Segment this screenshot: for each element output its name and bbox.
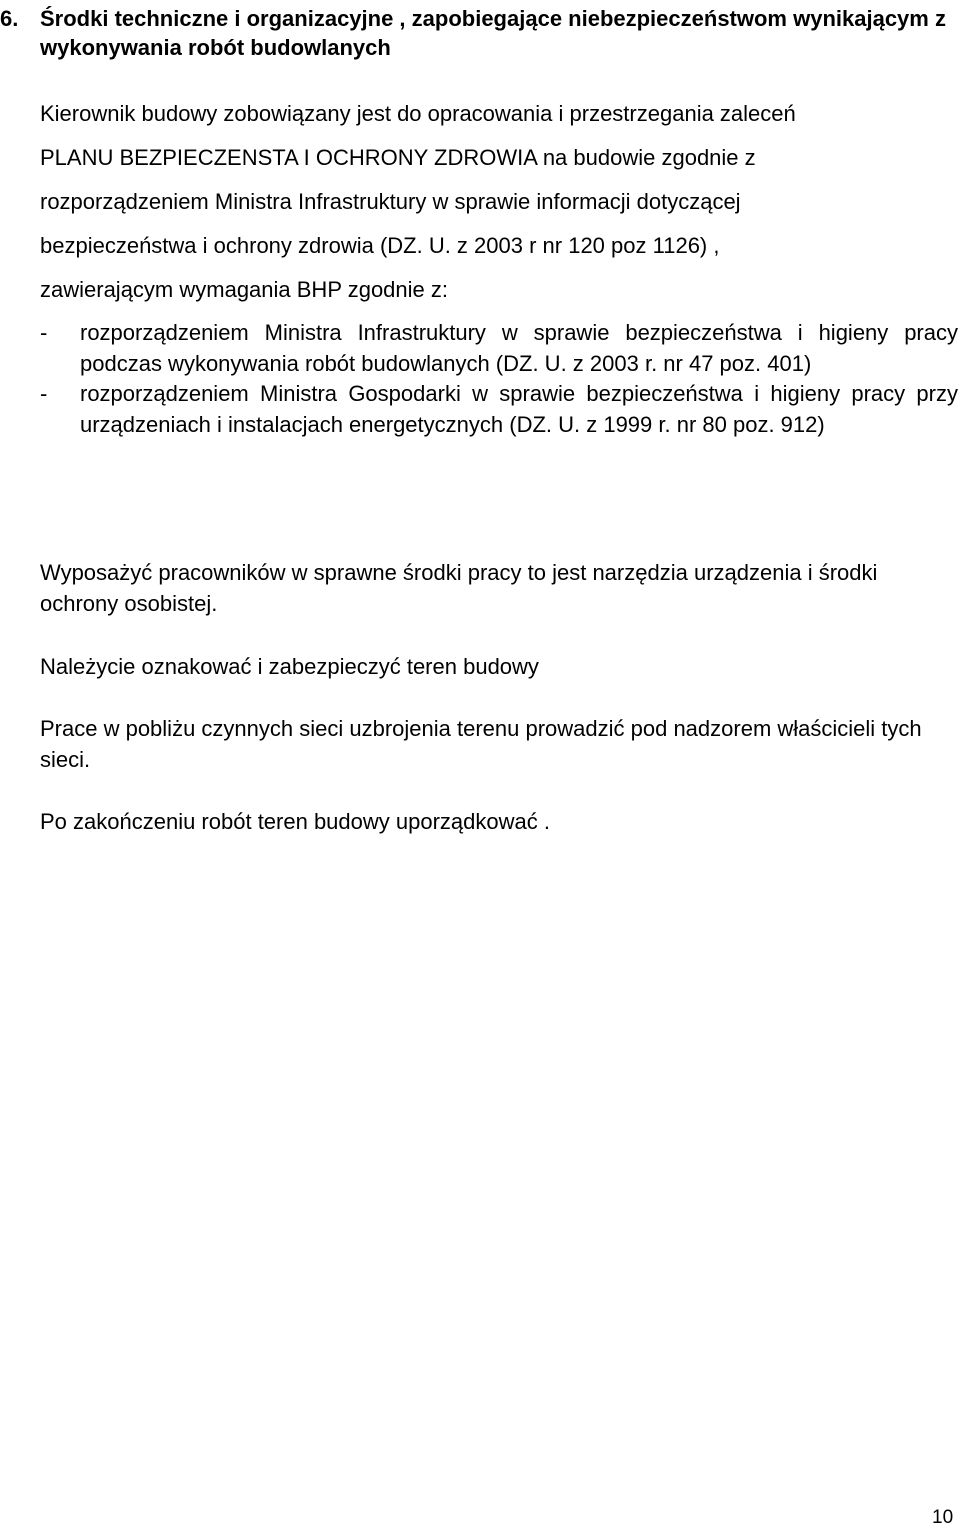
intro-line: zawierającym wymagania BHP zgodnie z: bbox=[40, 277, 448, 302]
paragraph-equipment: Wyposażyć pracowników w sprawne środki pracy to jest narzędzia urządzenia i środki ochrony osobistej. bbox=[40, 560, 878, 616]
list-item bbox=[0, 379, 958, 440]
intro-line: rozporządzeniem Ministra Infrastruktury w sprawie informacji dotyczącej bbox=[40, 189, 741, 214]
paragraph-utilities: Prace w pobliżu czynnych sieci uzbrojenia terenu prowadzić pod nadzorem właścicieli tych sieci. bbox=[40, 716, 922, 772]
section-title: Środki techniczne i organizacyjne , zapobiegające niebezpieczeństwom wynikającym z wykonywania robót budowlanych bbox=[40, 6, 946, 60]
list-item-text: rozporządzeniem Ministra Gospodarki w sprawie bezpieczeństwa i higieny pracy przy urządzeniach i instalacjach energetycznych (DZ. U. z 1999 r. nr 80 poz. 912) bbox=[80, 381, 958, 437]
intro-line: bezpieczeństwa i ochrony zdrowia (DZ. U. z 2003 r nr 120 poz 1126) , bbox=[40, 233, 720, 258]
intro-line: Kierownik budowy zobowiązany jest do opracowania i przestrzegania zaleceń bbox=[40, 101, 796, 126]
regulations-list bbox=[0, 318, 958, 440]
list-item-text: rozporządzeniem Ministra Infrastruktury w sprawie bezpieczeństwa i higieny pracy podczas wykonywania robót budowlanych (DZ. U. z 2003 r. nr 47 poz. 401) bbox=[80, 320, 958, 376]
list-marker: - bbox=[40, 320, 48, 345]
paragraph-site-marking: Należycie oznakować i zabezpieczyć teren budowy bbox=[40, 654, 539, 679]
paragraph-cleanup: Po zakończeniu robót teren budowy uporządkować . bbox=[40, 809, 550, 834]
section-heading bbox=[0, 4, 958, 62]
page-number: 10 bbox=[932, 1507, 954, 1528]
intro-line: PLANU BEZPIECZENSTA I OCHRONY ZDROWIA na budowie zgodnie z bbox=[40, 145, 756, 170]
list-marker: - bbox=[40, 381, 48, 406]
section-number: 6. bbox=[0, 6, 19, 31]
list-item bbox=[0, 318, 958, 379]
intro-paragraph bbox=[40, 92, 958, 312]
